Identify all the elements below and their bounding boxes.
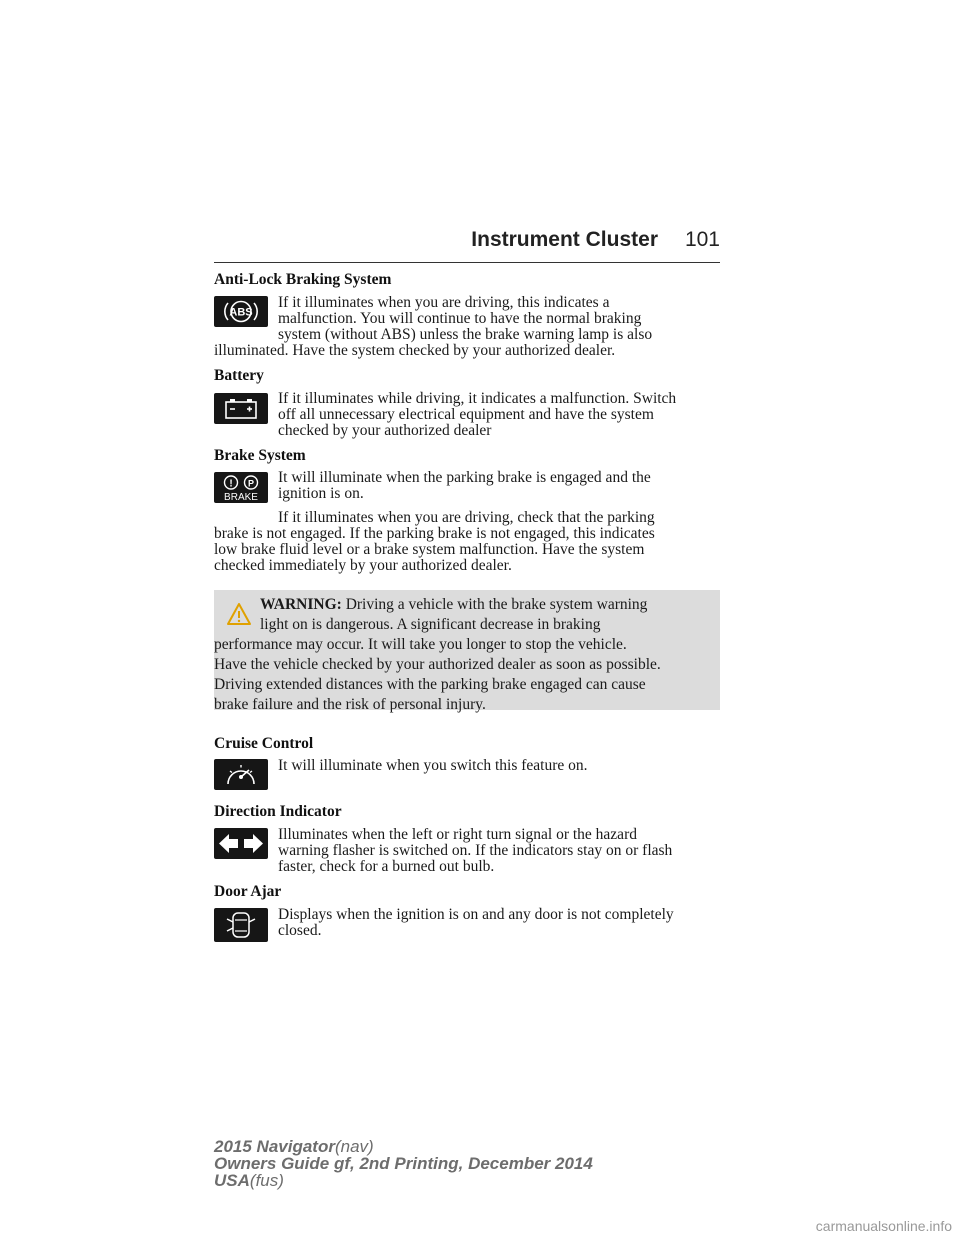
- abs-line-3: system (without ABS) unless the brake warning lamp is also: [278, 326, 653, 343]
- brake-para2-first: If it illuminates when you are driving, check that the parking: [278, 509, 655, 526]
- warning-line-6: brake failure and the risk of personal injury.: [214, 696, 486, 713]
- abs-warning-icon: [214, 296, 268, 327]
- warning-box: [214, 590, 720, 713]
- cruise-line-1: It will illuminate when you switch this feature on.: [278, 757, 588, 774]
- abs-description-continued: illuminated. Have the system checked by your authorized dealer.: [214, 342, 616, 359]
- brake-para2-line-1: brake is not engaged. If the parking brake is not engaged, this indicates: [214, 525, 655, 542]
- brake-line-2: ignition is on.: [278, 485, 364, 502]
- footer-model-code: (nav): [334, 1137, 374, 1156]
- svg-text:!: !: [229, 478, 233, 490]
- abs-icon-text: ABS: [229, 306, 253, 319]
- battery-line-1: If it illuminates while driving, it indicates a malfunction. Switch: [278, 390, 677, 407]
- brake-heading: Brake System: [214, 447, 306, 464]
- watermark: carmanualsonline.info: [815, 1218, 952, 1234]
- brake-warning-icon: [214, 472, 268, 503]
- battery-line-3: checked by your authorized dealer: [278, 422, 492, 439]
- door-ajar-icon: [214, 908, 268, 942]
- page-header: [214, 228, 720, 263]
- abs-description: [278, 295, 723, 343]
- footer-line-1: [214, 1138, 593, 1155]
- footer-model: 2015 Navigator: [214, 1137, 335, 1156]
- brake-line-1: It will illuminate when the parking brake is engaged and the: [278, 469, 651, 486]
- door-heading: Door Ajar: [214, 883, 282, 900]
- battery-description: [278, 391, 723, 439]
- warning-line-5: Driving extended distances with the parking brake engaged can cause: [214, 676, 646, 693]
- warning-line-4: Have the vehicle checked by your authorized dealer as soon as possible.: [214, 656, 661, 673]
- warning-line-2: light on is dangerous. A significant decrease in braking: [260, 616, 601, 633]
- brake-description: [278, 470, 723, 502]
- document-footer: [214, 1138, 593, 1189]
- warning-first-line: Driving a vehicle with the brake system warning: [345, 596, 648, 613]
- door-line-2: closed.: [278, 922, 322, 939]
- brake-para2-line-2: low brake fluid level or a brake system malfunction. Have the system: [214, 541, 645, 558]
- footer-region-code: (fus): [249, 1171, 284, 1190]
- abs-line-1: If it illuminates when you are driving, this indicates a: [278, 294, 610, 311]
- direction-arrows-icon: [214, 828, 268, 859]
- brake-icon-text: BRAKE: [224, 492, 258, 503]
- direction-line-3: faster, check for a burned out bulb.: [278, 858, 495, 875]
- cruise-heading: Cruise Control: [214, 735, 314, 752]
- footer-guide: Owners Guide gf, 2nd Printing, December 2014: [214, 1154, 593, 1173]
- page-number: 101: [684, 228, 720, 251]
- brake-para2: [214, 526, 720, 574]
- door-line-1: Displays when the ignition is on and any door is not completely: [278, 906, 674, 923]
- direction-heading: Direction Indicator: [214, 803, 342, 820]
- warning-line-3: performance may occur. It will take you longer to stop the vehicle.: [214, 636, 627, 653]
- brake-para2-line-3: checked immediately by your authorized dealer.: [214, 557, 512, 574]
- door-description: [278, 907, 723, 939]
- abs-line-2: malfunction. You will continue to have the normal braking: [278, 310, 642, 327]
- svg-text:P: P: [247, 478, 255, 489]
- footer-line-3: [214, 1172, 593, 1189]
- battery-line-2: off all unnecessary electrical equipment and have the system: [278, 406, 654, 423]
- cruise-description: [278, 758, 723, 774]
- battery-heading: Battery: [214, 367, 264, 384]
- warning-text: [214, 595, 714, 715]
- direction-line-2: warning flasher is switched on. If the indicators stay on or flash: [278, 842, 673, 859]
- direction-line-1: Illuminates when the left or right turn signal or the hazard: [278, 826, 637, 843]
- direction-description: [278, 827, 723, 875]
- warning-line-1: [214, 595, 714, 615]
- abs-heading: Anti-Lock Braking System: [214, 271, 392, 288]
- footer-region: USA: [214, 1171, 250, 1190]
- section-title: Instrument Cluster: [471, 228, 658, 251]
- battery-icon: [214, 393, 268, 424]
- cruise-control-icon: [214, 759, 268, 790]
- warning-label: WARNING:: [260, 596, 346, 613]
